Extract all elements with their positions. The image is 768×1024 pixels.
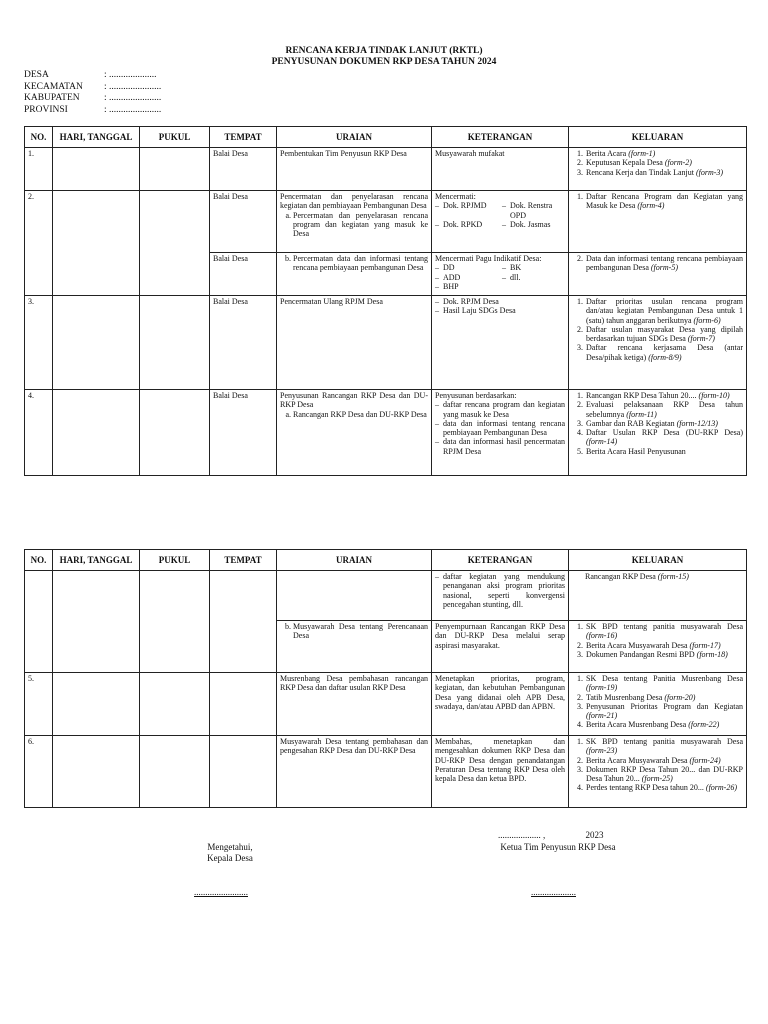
- cell-uraian: [277, 253, 432, 296]
- identity-label: KABUPATEN: [24, 93, 80, 103]
- rktl-table-2: [24, 549, 747, 808]
- list-item: a. Rancangan RKP Desa dan DU-RKP Desa: [293, 410, 428, 419]
- cell-hari: [53, 191, 140, 296]
- col-header-keterangan: KETERANGAN: [432, 550, 569, 571]
- cell-uraian: [277, 191, 432, 253]
- cell-keterangan: Menetapkan prioritas, program, kegiatan, dan kebutuhan Pembangunan Desa yang didanai oleh APB Desa, swadaya, dan/atau APBD dan APBN.: [432, 673, 569, 736]
- cell-no: 4.: [25, 390, 53, 476]
- keterangan-list: [435, 572, 565, 609]
- cell-keterangan: [432, 296, 569, 390]
- cell-keterangan: [432, 253, 569, 296]
- keterangan-heading: Penyusunan berdasarkan:: [435, 391, 517, 400]
- list-item: b. Percermatan data dan informasi tentang rencana pembiayaan pembangunan Desa: [293, 254, 428, 273]
- cell-pukul: [140, 390, 210, 476]
- cell-tempat: [210, 736, 277, 808]
- table-row: [25, 191, 747, 253]
- cell-tempat: Balai Desa: [210, 191, 277, 253]
- keluaran-list: [572, 254, 743, 273]
- col-header-no: NO.: [25, 127, 53, 148]
- cell-tempat: Balai Desa: [210, 390, 277, 476]
- cell-keterangan: Penyempurnaan Rancangan RKP Desa dan DU-RKP Desa melalui serap aspirasi masyarakat.: [432, 621, 569, 673]
- list-item: 2. Data dan informasi tentang rencana pembiayaan pembangunan Desa (form-5): [585, 254, 743, 273]
- col-header-hari: HARI, TANGGAL: [53, 550, 140, 571]
- list-item: 1. SK Desa tentang Panitia Musrenbang Desa (form-19): [585, 674, 743, 693]
- cell-no: 2.: [25, 191, 53, 296]
- list-item: 1. Rancangan RKP Desa Tahun 20.... (form-10): [585, 391, 743, 400]
- list-item: – data dan informasi hasil pencermatan RPJM Desa: [435, 437, 565, 456]
- list-item: – dll.: [502, 273, 565, 282]
- col-header-uraian: URAIAN: [277, 127, 432, 148]
- cell-hari: [53, 571, 140, 673]
- cell-keluaran: [569, 736, 747, 808]
- date-placeholder: ................... ,: [498, 830, 546, 840]
- list-item: 4. Daftar Usulan RKP Desa (DU-RKP Desa) (form-14): [585, 428, 743, 447]
- right-signature-line: ....................: [531, 887, 576, 897]
- year-text: 2023: [585, 830, 604, 840]
- uraian-sublist: [280, 211, 428, 239]
- list-item: – ADD: [435, 273, 498, 282]
- cell-keluaran: [569, 621, 747, 673]
- col-header-tempat: TEMPAT: [210, 127, 277, 148]
- keterangan-heading: Mencermati Pagu Indikatif Desa:: [435, 254, 542, 263]
- list-item: b. Musyawarah Desa tentang Perencanaan Desa: [293, 622, 428, 641]
- table-header-row: [25, 550, 747, 571]
- keluaran-list: [572, 674, 743, 730]
- cell-keterangan: [432, 390, 569, 476]
- cell-hari: [53, 673, 140, 736]
- cell-keterangan: [432, 191, 569, 253]
- keterangan-heading: Mencermati:: [435, 192, 476, 201]
- kepala-desa-text: Kepala Desa: [207, 853, 253, 863]
- identity-label: DESA: [24, 70, 49, 80]
- cell-pukul: [140, 673, 210, 736]
- table-row: [25, 148, 747, 191]
- cell-tempat: Balai Desa: [210, 296, 277, 390]
- cell-keterangan: Musyawarah mufakat: [432, 148, 569, 191]
- col-header-no: NO.: [25, 550, 53, 571]
- cell-tempat: [210, 571, 277, 673]
- identity-value: : ....................: [104, 70, 157, 80]
- list-item: – BHP: [435, 282, 498, 291]
- col-header-tempat: TEMPAT: [210, 550, 277, 571]
- col-header-uraian: URAIAN: [277, 550, 432, 571]
- list-item: 5. Berita Acara Hasil Penyusunan: [585, 447, 743, 456]
- list-item: 3. Rencana Kerja dan Tindak Lanjut (form-3): [585, 168, 743, 177]
- cell-keluaran: [569, 390, 747, 476]
- list-item: 4. Perdes tentang RKP Desa tahun 20... (form-26): [585, 783, 743, 792]
- cell-hari: [53, 148, 140, 191]
- cell-uraian: Pencermatan Ulang RPJM Desa: [277, 296, 432, 390]
- list-item: 3. Penyusunan Prioritas Program dan Kegiatan (form-21): [585, 702, 743, 721]
- col-header-keluaran: KELUARAN: [569, 127, 747, 148]
- col-header-pukul: PUKUL: [140, 127, 210, 148]
- dokumen-list: [435, 201, 565, 229]
- rktl-table-1: [24, 126, 747, 476]
- ketua-tim-text: Ketua Tim Penyusun RKP Desa: [500, 842, 616, 852]
- list-item: 3. Gambar dan RAB Kegiatan (form-12/13): [585, 419, 743, 428]
- pagu-list: [435, 263, 565, 291]
- list-item: 2. Berita Acara Musyawarah Desa (form-17): [585, 641, 743, 650]
- document-title: [0, 46, 768, 68]
- cell-no: [25, 571, 53, 673]
- table-row: [25, 296, 747, 390]
- list-item: – daftar rencana program dan kegiatan yang masuk ke Desa: [435, 400, 565, 419]
- mengetahui-text: Mengetahui,: [207, 842, 253, 852]
- cell-no: 1.: [25, 148, 53, 191]
- cell-pukul: [140, 191, 210, 296]
- cell-keluaran: [569, 673, 747, 736]
- keluaran-list: [572, 149, 743, 177]
- list-item: – Dok. RPJMD: [435, 201, 498, 220]
- identity-label: PROVINSI: [24, 104, 68, 115]
- list-item: 1. Daftar prioritas usulan rencana program dan/atau kegiatan Pembangunan Desa untuk 1 (satu) tahun anggaran berikutnya (form-6): [585, 297, 743, 325]
- cell-no: 5.: [25, 673, 53, 736]
- cell-pukul: [140, 571, 210, 673]
- col-header-hari: HARI, TANGGAL: [53, 127, 140, 148]
- identity-row-kecamatan: [24, 82, 161, 94]
- col-header-keluaran: KELUARAN: [569, 550, 747, 571]
- list-item: 3. Daftar rencana kerjasama Desa (antar Desa/pihak ketiga) (form-8/9): [585, 343, 743, 362]
- list-item: 2. Berita Acara Musyawarah Desa (form-24): [585, 756, 743, 765]
- cell-uraian: Musyawarah Desa tentang pembahasan dan pengesahan RKP Desa dan DU-RKP Desa: [277, 736, 432, 808]
- list-item: 1. Daftar Rencana Program dan Kegiatan yang Masuk ke Desa (form-4): [585, 192, 743, 211]
- keluaran-list: [572, 391, 743, 456]
- list-item: a. Percermatan dan penyelarasan rencana program dan kegiatan yang masuk ke Desa: [293, 211, 428, 239]
- uraian-text: Penyusunan Rancangan RKP Desa dan DU-RKP Desa: [280, 391, 428, 410]
- list-item: – Dok. RPKD: [435, 220, 498, 229]
- keterangan-list: [435, 297, 565, 316]
- cell-tempat: Balai Desa: [210, 148, 277, 191]
- keluaran-list: [572, 622, 743, 659]
- table-row: [25, 571, 747, 621]
- list-item: 2. Evaluasi pelaksanaan RKP Desa tahun sebelumnya (form-11): [585, 400, 743, 419]
- cell-hari: [53, 296, 140, 390]
- cell-keluaran: [569, 253, 747, 296]
- right-signature-title: [478, 842, 638, 853]
- cell-tempat: Balai Desa: [210, 253, 277, 296]
- cell-tempat: [210, 673, 277, 736]
- cell-no: 6.: [25, 736, 53, 808]
- list-item: 4. Berita Acara Musrenbang Desa (form-22): [585, 720, 743, 729]
- keterangan-list: [435, 400, 565, 456]
- list-item: 3. Dokumen Pandangan Resmi BPD (form-18): [585, 650, 743, 659]
- list-item: – daftar kegiatan yang mendukung penanganan aksi program prioritas nasional, seperti konvergensi pencegahan stunting, dll.: [435, 572, 565, 609]
- cell-keluaran: [569, 191, 747, 253]
- title-line-2: PENYUSUNAN DOKUMEN RKP DESA TAHUN 2024: [271, 57, 497, 67]
- cell-uraian: [277, 621, 432, 673]
- list-item: 2. Keputusan Kepala Desa (form-2): [585, 158, 743, 167]
- cell-keluaran: [569, 296, 747, 390]
- cell-keluaran: [569, 148, 747, 191]
- list-item: 1. Berita Acara (form-1): [585, 149, 743, 158]
- left-signature-title: [180, 842, 280, 864]
- uraian-sublist: [280, 410, 428, 419]
- list-item: – data dan informasi tentang rencana pembiayaan Pembangunan Desa: [435, 419, 565, 438]
- list-item: 2. Daftar usulan masyarakat Desa yang dipilah berdasarkan tujuan SDGs Desa (form-7): [585, 325, 743, 344]
- uraian-text: Pencermatan dan penyelarasan rencana kegiatan dan pembiayaan Pembangunan Desa: [280, 192, 428, 211]
- list-item: – BK: [502, 263, 565, 272]
- cell-pukul: [140, 296, 210, 390]
- identity-label: KECAMATAN: [24, 81, 83, 92]
- list-item: 1. SK BPD tentang panitia musyawarah Desa (form-16): [585, 622, 743, 641]
- cell-pukul: [140, 148, 210, 191]
- table-header-row: [25, 127, 747, 148]
- identity-row-provinsi: [24, 105, 161, 117]
- cell-keluaran: [569, 571, 747, 621]
- list-item: – Dok. Renstra OPD: [502, 201, 565, 220]
- cell-hari: [53, 390, 140, 476]
- list-item: – Dok. RPJM Desa: [435, 297, 565, 306]
- keluaran-continued: Rancangan RKP Desa (form-15): [585, 572, 689, 581]
- title-line-1: RENCANA KERJA TINDAK LANJUT (RKTL): [285, 46, 483, 56]
- keluaran-list: [572, 192, 743, 211]
- table-row: [25, 673, 747, 736]
- identity-row-kabupaten: [24, 93, 161, 105]
- uraian-sublist: [280, 254, 428, 273]
- table-row: [25, 390, 747, 476]
- uraian-sublist: [280, 622, 428, 641]
- date-line: [498, 830, 618, 841]
- cell-uraian: Pembentukan Tim Penyusun RKP Desa: [277, 148, 432, 191]
- cell-hari: [53, 736, 140, 808]
- keluaran-list: [572, 737, 743, 793]
- list-item: 2. Tatib Musrenbang Desa (form-20): [585, 693, 743, 702]
- table-row: [25, 736, 747, 808]
- identity-value: : ......................: [104, 93, 162, 103]
- cell-uraian: [277, 571, 432, 621]
- left-signature-line: ........................: [194, 887, 248, 897]
- list-item: – Hasil Laju SDGs Desa: [435, 306, 565, 315]
- cell-uraian: [277, 390, 432, 476]
- identity-row-desa: [24, 70, 161, 82]
- cell-keterangan: [432, 571, 569, 621]
- col-header-keterangan: KETERANGAN: [432, 127, 569, 148]
- identity-value: : ......................: [104, 81, 162, 92]
- col-header-pukul: PUKUL: [140, 550, 210, 571]
- cell-uraian: Musrenbang Desa pembahasan rancangan RKP Desa dan daftar usulan RKP Desa: [277, 673, 432, 736]
- cell-keterangan: Membahas, menetapkan dan mengesahkan dokumen RKP Desa dan DU-RKP Desa dengan penandatangan Peraturan Desa tentang RKP Desa oleh kepala Desa dan ketua BPD.: [432, 736, 569, 808]
- list-item: – Dok. Jasmas: [502, 220, 565, 229]
- cell-no: 3.: [25, 296, 53, 390]
- keluaran-list: [572, 297, 743, 362]
- list-item: – DD: [435, 263, 498, 272]
- list-item: 1. SK BPD tentang panitia musyawarah Desa (form-23): [585, 737, 743, 756]
- identity-block: [24, 70, 161, 116]
- list-item: 3. Dokumen RKP Desa Tahun 20... dan DU-RKP Desa Tahun 20... (form-25): [585, 765, 743, 784]
- cell-pukul: [140, 736, 210, 808]
- identity-value: : ......................: [104, 104, 162, 115]
